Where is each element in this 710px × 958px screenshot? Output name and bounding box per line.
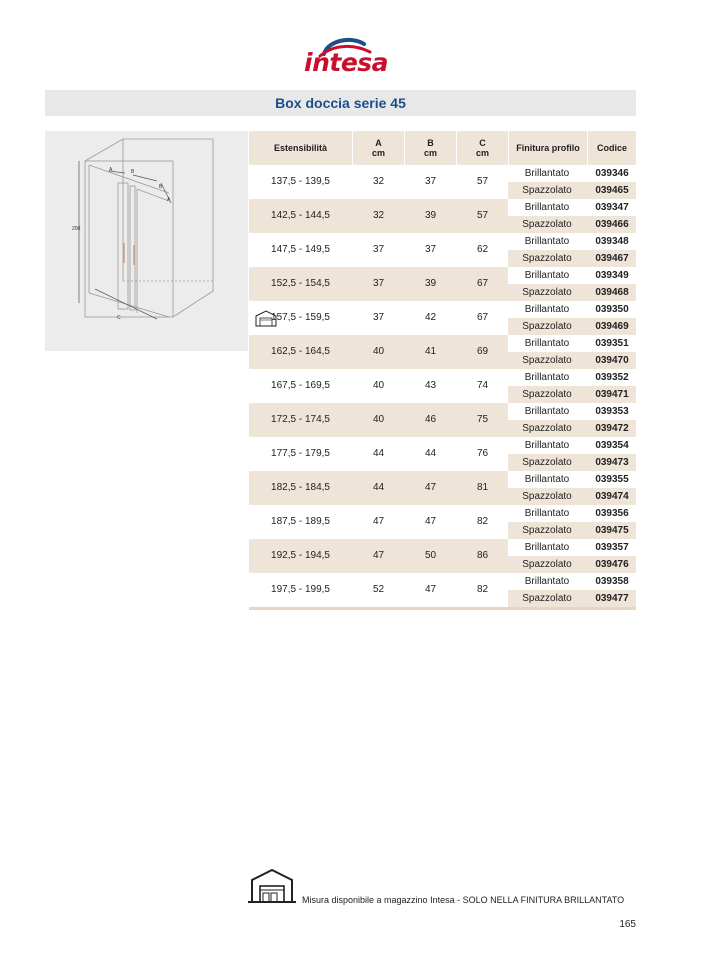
cell-b: 43 — [424, 380, 437, 391]
cell-finish: Spazzolato — [522, 287, 572, 298]
dim-label-a: A — [109, 167, 113, 173]
cell-code: 039472 — [595, 423, 629, 434]
cell-range: 137,5 - 139,5 — [271, 176, 330, 187]
table-row — [249, 505, 636, 539]
cell-b: 39 — [424, 210, 437, 221]
finish-brillantato-row — [508, 505, 636, 522]
finish-spazzolato-row — [508, 420, 636, 437]
table-bottom-rule — [249, 607, 636, 610]
cell-c: 67 — [476, 278, 489, 289]
finish-spazzolato-row — [508, 386, 636, 403]
finish-brillantato-row — [508, 539, 636, 556]
cell-b: 42 — [424, 312, 437, 323]
cell-b: 44 — [424, 448, 437, 459]
finish-brillantato-row — [508, 437, 636, 454]
cell-finish: Brillantato — [524, 304, 570, 315]
cell-finish: Spazzolato — [522, 559, 572, 570]
header-finitura: Finitura profilo — [509, 131, 588, 165]
dim-label-c: C — [117, 315, 121, 321]
cell-code: 039469 — [595, 321, 629, 332]
cell-code: 039356 — [595, 508, 629, 519]
cell-code: 039354 — [595, 440, 629, 451]
cell-range: 172,5 - 174,5 — [271, 414, 330, 425]
cell-code: 039471 — [595, 389, 629, 400]
cell-a: 40 — [372, 346, 385, 357]
header-estensibilita: Estensibilità — [249, 131, 353, 165]
cell-finish: Spazzolato — [522, 491, 572, 502]
finish-brillantato-row — [508, 165, 636, 182]
cell-code: 039473 — [595, 457, 629, 468]
cell-range: 167,5 - 169,5 — [271, 380, 330, 391]
header-b: B cm — [405, 131, 457, 165]
finish-brillantato-row — [508, 301, 636, 318]
cell-finish: Spazzolato — [522, 355, 572, 366]
finish-spazzolato-row — [508, 454, 636, 471]
row-dimensions — [249, 233, 508, 267]
cell-code: 039348 — [595, 236, 629, 247]
finish-spazzolato-row — [508, 284, 636, 301]
cell-code: 039355 — [595, 474, 629, 485]
brand-name: intesa — [304, 48, 389, 77]
cell-code: 039474 — [595, 491, 629, 502]
cell-code: 039475 — [595, 525, 629, 536]
dim-label-a2: A — [167, 197, 171, 203]
cell-range: 182,5 - 184,5 — [271, 482, 330, 493]
cell-b: 39 — [424, 278, 437, 289]
shower-box-diagram — [45, 131, 248, 351]
cell-range: 162,5 - 164,5 — [271, 346, 330, 357]
cell-a: 32 — [372, 210, 385, 221]
dim-label-height: 200 — [72, 226, 81, 232]
cell-finish: Brillantato — [524, 372, 570, 383]
row-dimensions — [249, 335, 508, 369]
finish-brillantato-row — [508, 233, 636, 250]
finish-spazzolato-row — [508, 522, 636, 539]
finish-brillantato-row — [508, 199, 636, 216]
cell-code: 039353 — [595, 406, 629, 417]
table-row — [249, 369, 636, 403]
cell-finish: Brillantato — [524, 202, 570, 213]
cell-c: 81 — [476, 482, 489, 493]
cell-code: 039477 — [595, 593, 629, 604]
table-row — [249, 267, 636, 301]
title-bar — [45, 90, 636, 116]
cell-a: 47 — [372, 550, 385, 561]
cell-range: 142,5 - 144,5 — [271, 210, 330, 221]
table-body — [249, 165, 636, 607]
cell-c: 76 — [476, 448, 489, 459]
cell-finish: Spazzolato — [522, 185, 572, 196]
finish-brillantato-row — [508, 403, 636, 420]
cell-code: 039465 — [595, 185, 629, 196]
cell-a: 40 — [372, 380, 385, 391]
finish-brillantato-row — [508, 471, 636, 488]
row-dimensions — [249, 437, 508, 471]
intesa-logo — [296, 34, 396, 84]
cell-finish: Brillantato — [524, 542, 570, 553]
table-row — [249, 301, 636, 335]
table-header — [249, 131, 636, 165]
cell-finish: Spazzolato — [522, 525, 572, 536]
dim-label-b2: B — [159, 184, 163, 190]
cell-a: 40 — [372, 414, 385, 425]
cell-finish: Brillantato — [524, 576, 570, 587]
cell-finish: Spazzolato — [522, 593, 572, 604]
finish-spazzolato-row — [508, 182, 636, 199]
cell-code: 039347 — [595, 202, 629, 213]
cell-finish: Brillantato — [524, 236, 570, 247]
cell-finish: Brillantato — [524, 168, 570, 179]
cell-a: 44 — [372, 482, 385, 493]
finish-spazzolato-row — [508, 250, 636, 267]
cell-code: 039358 — [595, 576, 629, 587]
cell-b: 46 — [424, 414, 437, 425]
row-dimensions — [249, 539, 508, 573]
cell-c: 86 — [476, 550, 489, 561]
cell-code: 039352 — [595, 372, 629, 383]
header-codice: Codice — [596, 143, 627, 153]
cell-range: 187,5 - 189,5 — [271, 516, 330, 527]
cell-finish: Brillantato — [524, 338, 570, 349]
cell-finish: Spazzolato — [522, 389, 572, 400]
row-dimensions — [249, 369, 508, 403]
cell-range: 197,5 - 199,5 — [271, 584, 330, 595]
row-dimensions — [249, 471, 508, 505]
cell-b: 41 — [424, 346, 437, 357]
cell-finish: Brillantato — [524, 508, 570, 519]
finish-spazzolato-row — [508, 590, 636, 607]
cell-range: 177,5 - 179,5 — [271, 448, 330, 459]
finish-brillantato-row — [508, 267, 636, 284]
cell-code: 039476 — [595, 559, 629, 570]
header-a: A cm — [353, 131, 405, 165]
cell-code: 039466 — [595, 219, 629, 230]
cell-code: 039470 — [595, 355, 629, 366]
cell-c: 75 — [476, 414, 489, 425]
cell-c: 57 — [476, 176, 489, 187]
finish-spazzolato-row — [508, 318, 636, 335]
table-row — [249, 335, 636, 369]
table-row — [249, 471, 636, 505]
cell-code: 039357 — [595, 542, 629, 553]
finish-spazzolato-row — [508, 216, 636, 233]
cell-finish: Brillantato — [524, 440, 570, 451]
row-dimensions — [249, 199, 508, 233]
row-dimensions — [249, 403, 508, 437]
page-title: Box doccia serie 45 — [275, 95, 406, 111]
finish-spazzolato-row — [508, 352, 636, 369]
cell-a: 37 — [372, 244, 385, 255]
cell-b: 47 — [424, 516, 437, 527]
table-row — [249, 199, 636, 233]
warehouse-icon — [248, 866, 296, 906]
finish-brillantato-row — [508, 369, 636, 386]
cell-a: 37 — [372, 278, 385, 289]
row-dimensions — [249, 301, 508, 335]
cell-c: 82 — [476, 584, 489, 595]
header-c: C cm — [457, 131, 509, 165]
table-row — [249, 403, 636, 437]
cell-b: 37 — [424, 176, 437, 187]
cell-b: 50 — [424, 550, 437, 561]
cell-code: 039468 — [595, 287, 629, 298]
cell-b: 47 — [424, 584, 437, 595]
cell-range: 147,5 - 149,5 — [271, 244, 330, 255]
cell-a: 37 — [372, 312, 385, 323]
cell-code: 039346 — [595, 168, 629, 179]
product-table — [249, 131, 636, 610]
cell-code: 039349 — [595, 270, 629, 281]
cell-code: 039351 — [595, 338, 629, 349]
row-dimensions — [249, 267, 508, 301]
page-number: 165 — [619, 919, 636, 930]
cell-c: 74 — [476, 380, 489, 391]
finish-spazzolato-row — [508, 488, 636, 505]
cell-c: 67 — [476, 312, 489, 323]
cell-a: 44 — [372, 448, 385, 459]
dim-label-b: B — [131, 169, 135, 175]
finish-spazzolato-row — [508, 556, 636, 573]
row-dimensions — [249, 505, 508, 539]
table-row — [249, 573, 636, 607]
cell-a: 32 — [372, 176, 385, 187]
cell-finish: Spazzolato — [522, 219, 572, 230]
cell-c: 57 — [476, 210, 489, 221]
row-dimensions — [249, 165, 508, 199]
table-row — [249, 437, 636, 471]
finish-brillantato-row — [508, 335, 636, 352]
cell-b: 37 — [424, 244, 437, 255]
cell-finish: Brillantato — [524, 474, 570, 485]
cell-c: 62 — [476, 244, 489, 255]
cell-range: 152,5 - 154,5 — [271, 278, 330, 289]
cell-c: 82 — [476, 516, 489, 527]
table-row — [249, 233, 636, 267]
finish-brillantato-row — [508, 573, 636, 590]
shower-box-drawing — [45, 131, 248, 351]
row-dimensions — [249, 573, 508, 607]
cell-finish: Brillantato — [524, 270, 570, 281]
cell-finish: Spazzolato — [522, 457, 572, 468]
cell-code: 039350 — [595, 304, 629, 315]
cell-a: 47 — [372, 516, 385, 527]
cell-b: 47 — [424, 482, 437, 493]
cell-finish: Spazzolato — [522, 253, 572, 264]
table-row — [249, 539, 636, 573]
cell-range: 192,5 - 194,5 — [271, 550, 330, 561]
cell-c: 69 — [476, 346, 489, 357]
cell-finish: Brillantato — [524, 406, 570, 417]
table-row — [249, 165, 636, 199]
cell-code: 039467 — [595, 253, 629, 264]
cell-a: 52 — [372, 584, 385, 595]
cell-finish: Spazzolato — [522, 321, 572, 332]
stock-legend: Misura disponibile a magazzino Intesa - SOLO NELLA FINITURA BRILLANTATO — [302, 895, 625, 905]
cell-range: 157,5 - 159,5 — [271, 312, 330, 323]
cell-finish: Spazzolato — [522, 423, 572, 434]
